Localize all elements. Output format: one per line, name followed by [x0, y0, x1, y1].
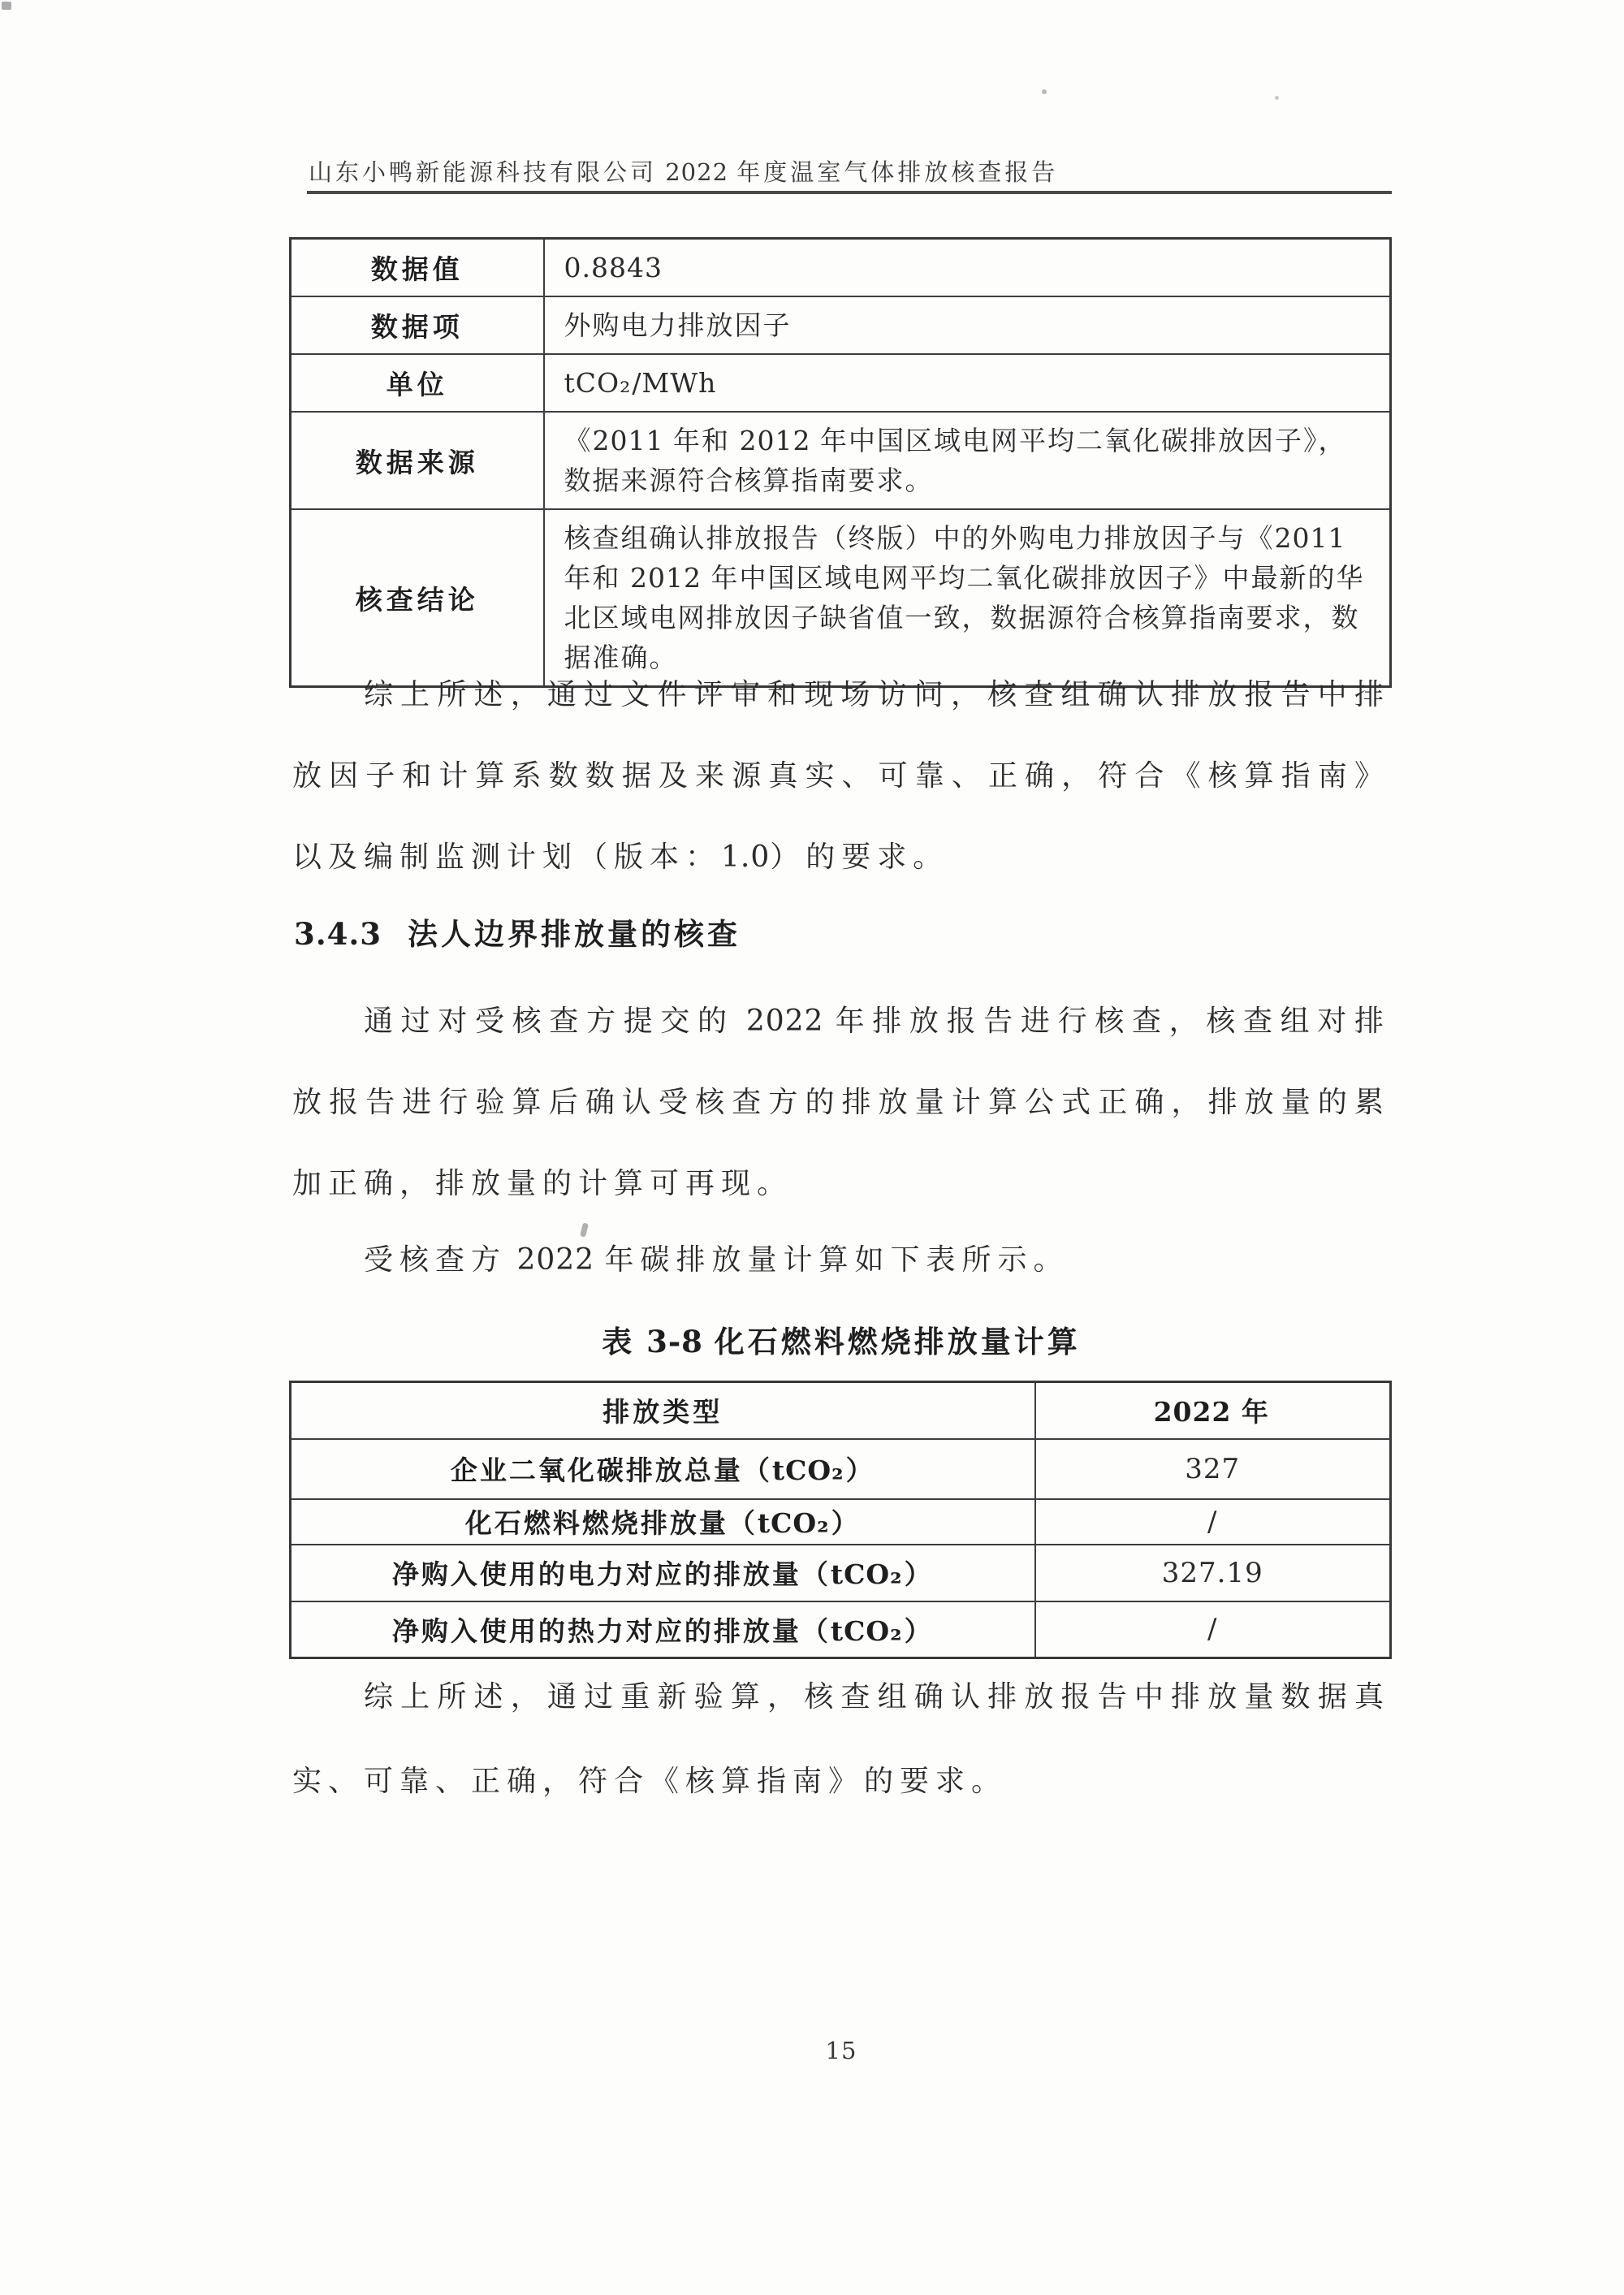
document-header-title: 山东小鸭新能源科技有限公司 2022 年度温室气体排放核查报告 — [309, 158, 1059, 186]
header-divider-rule — [307, 191, 1392, 194]
emission-row-value: / — [1035, 1499, 1391, 1545]
factor-row-value: 《2011 年和 2012 年中国区域电网平均二氧化碳排放因子》，数据来源符合核算指南要求。 — [544, 412, 1391, 509]
factor-table-row — [291, 412, 1391, 509]
paragraph-verification-process: 通过对受核查方提交的 2022 年排放报告进行核查，核查组对排放报告进行验算后确认受核查方的排放量计算公式正确，排放量的累加正确，排放量的计算可再现。 — [292, 1005, 1390, 1200]
emission-table-row — [291, 1499, 1391, 1545]
factor-table-row — [291, 296, 1391, 354]
scan-artifact — [2, 2, 11, 10]
factor-row-label: 核查结论 — [291, 509, 544, 687]
section-title: 法人边界排放量的核查 — [408, 916, 741, 952]
scan-artifact — [1042, 89, 1047, 94]
emission-column-type: 排放类型 — [291, 1382, 1035, 1439]
emission-table-row — [291, 1439, 1391, 1499]
factor-row-value: 0.8843 — [544, 239, 1391, 297]
factor-row-label: 数据值 — [291, 239, 544, 297]
emission-factor-table — [289, 237, 1392, 688]
factor-row-value: tCO₂/MWh — [544, 354, 1391, 412]
factor-row-value: 核查组确认排放报告（终版）中的外购电力排放因子与《2011 年和 2012 年中国区域电网平均二氧化碳排放因子》中最新的华北区域电网排放因子缺省值一致，数据源符合核算指南要求，数据准确。 — [544, 509, 1391, 687]
emission-row-value: 327 — [1035, 1439, 1391, 1499]
emission-table-row — [291, 1545, 1391, 1601]
emission-column-year: 2022 年 — [1035, 1382, 1391, 1439]
section-heading-3-4-3 — [294, 910, 741, 958]
emission-table-header-row — [291, 1382, 1391, 1439]
emission-calculation-table — [289, 1381, 1392, 1659]
factor-row-value: 外购电力排放因子 — [544, 296, 1391, 354]
page-number: 15 — [825, 2037, 857, 2064]
factor-row-label: 数据项 — [291, 296, 544, 354]
scan-artifact — [1275, 96, 1279, 100]
factor-table-row — [291, 354, 1391, 412]
factor-row-label: 单位 — [291, 354, 544, 412]
paragraph-final-conclusion: 综上所述，通过重新验算，核查组确认排放报告中排放量数据真实、可靠、正确，符合《核算指南》的要求。 — [292, 1680, 1390, 1798]
factor-table-row — [291, 239, 1391, 297]
emission-row-type: 化石燃料燃烧排放量（tCO₂） — [291, 1499, 1035, 1545]
paragraph-factor-conclusion: 综上所述，通过文件评审和现场访问，核查组确认排放报告中排放因子和计算系数数据及来源真实、可靠、正确，符合《核算指南》以及编制监测计划（版本：1.0）的要求。 — [292, 678, 1390, 874]
emission-row-value: / — [1035, 1601, 1391, 1658]
emission-row-type: 净购入使用的电力对应的排放量（tCO₂） — [291, 1545, 1035, 1601]
table-3-8-caption: 表 3-8 化石燃料燃烧排放量计算 — [602, 1324, 1081, 1359]
emission-table-row — [291, 1601, 1391, 1658]
section-number: 3.4.3 — [294, 916, 382, 952]
emission-row-type: 企业二氧化碳排放总量（tCO₂） — [291, 1439, 1035, 1499]
factor-row-label: 数据来源 — [291, 412, 544, 509]
paragraph-table-intro: 受核查方 2022 年碳排放量计算如下表所示。 — [364, 1243, 1069, 1277]
emission-row-value: 327.19 — [1035, 1545, 1391, 1601]
emission-row-type: 净购入使用的热力对应的排放量（tCO₂） — [291, 1601, 1035, 1658]
